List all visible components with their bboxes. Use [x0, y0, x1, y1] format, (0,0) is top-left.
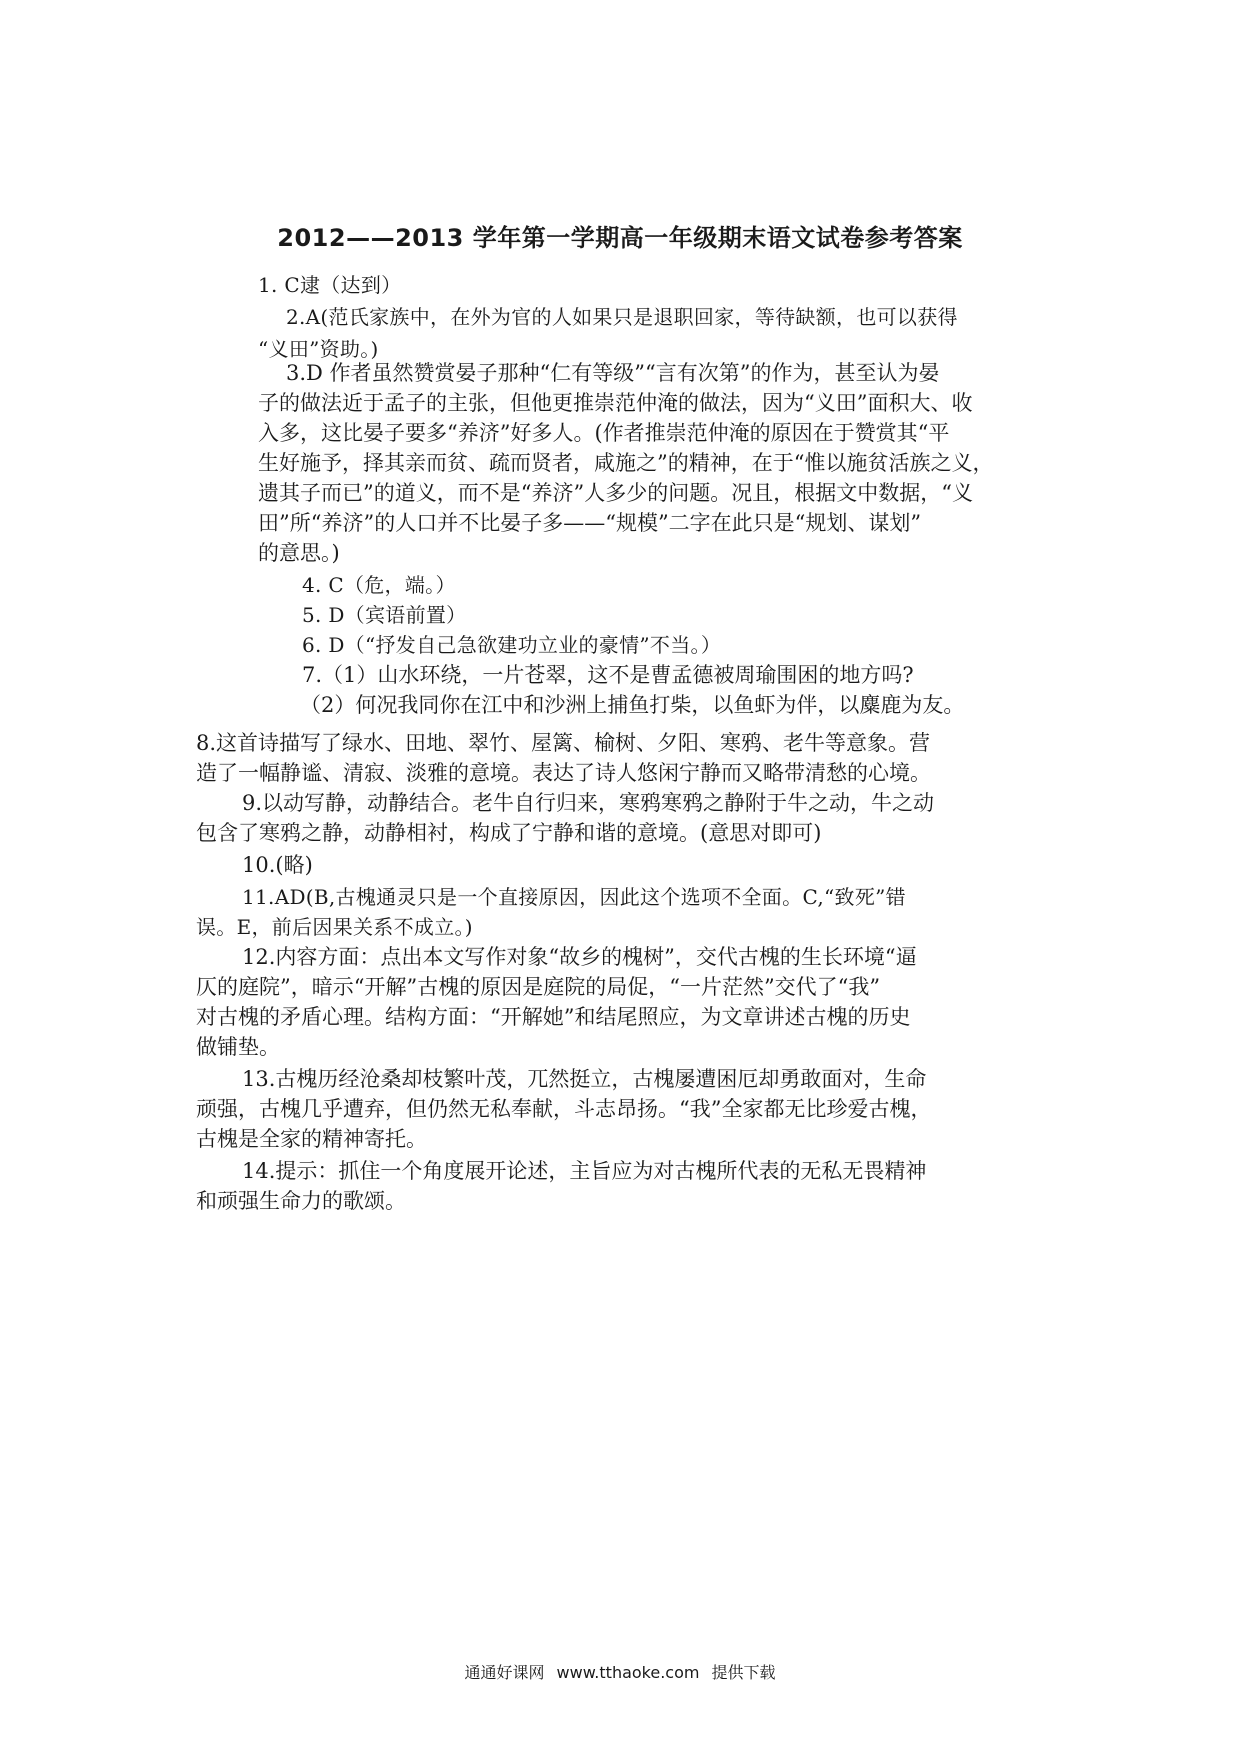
answer-line-14: 7.（1）山水环绕，一片苍翠，这不是曹孟德被周瑜围困的地方吗? — [302, 663, 914, 687]
answer-line-4: 3.D 作者虽然赞赏晏子那种“仁有等级”“言有次第”的作为，甚至认为晏 — [286, 361, 940, 385]
answer-line-5: 子的做法近于孟子的主张，但他更推崇范仲淹的做法，因为“义田”面积大、收 — [258, 391, 973, 415]
answer-line-19: 包含了寒鸦之静，动静相衬，构成了宁静和谐的意境。(意思对即可) — [196, 821, 822, 845]
answer-line-9: 田”所“养济”的人口并不比晏子多——“规模”二字在此只是“规划、谋划” — [258, 511, 922, 535]
answer-line-22: 误。E，前后因果关系不成立。) — [196, 915, 473, 939]
answer-line-6: 入多，这比晏子要多“养济”好多人。(作者推崇范仲淹的原因在于赞赏其“平 — [258, 421, 950, 445]
answer-line-30: 14.提示：抓住一个角度展开论述，主旨应为对古槐所代表的无私无畏精神 — [242, 1159, 927, 1183]
answer-line-17: 造了一幅静谧、清寂、淡雅的意境。表达了诗人悠闲宁静而又略带清愁的心境。 — [196, 761, 931, 785]
answer-line-25: 对古槐的矛盾心理。结构方面：“开解她”和结尾照应，为文章讲述古槐的历史 — [196, 1005, 911, 1029]
answer-line-26: 做铺垫。 — [196, 1035, 280, 1059]
answer-line-15: （2）何况我同你在江中和沙洲上捕鱼打柴，以鱼虾为伴，以麋鹿为友。 — [300, 693, 965, 717]
answer-line-12: 5. D（宾语前置） — [302, 603, 467, 627]
answer-line-7: 生好施予，择其亲而贫、疏而贤者，咸施之”的精神，在于“惟以施贫活族之义， — [258, 451, 994, 475]
answer-line-31: 和顽强生命力的歌颂。 — [196, 1189, 406, 1213]
answer-line-29: 古槐是全家的精神寄托。 — [196, 1127, 427, 1151]
answer-line-27: 13.古槐历经沧桑却枝繁叶茂，兀然挺立，古槐屡遭困厄却勇敢面对，生命 — [242, 1067, 927, 1091]
answer-line-23: 12.内容方面：点出本文写作对象“故乡的槐树”，交代古槐的生长环境“逼 — [242, 945, 917, 969]
answer-line-21: 11.AD(B,古槐通灵只是一个直接原因，因此这个选项不全面。C,“致死”错 — [242, 885, 906, 909]
answer-line-8: 遗其子而已”的道义，而不是“养济”人多少的问题。况且，根据文中数据，“义 — [258, 481, 973, 505]
answer-line-28: 顽强，古槐几乎遭弃，但仍然无私奉献，斗志昂扬。“我”全家都无比珍爱古槐， — [196, 1097, 932, 1121]
answer-line-16: 8.这首诗描写了绿水、田地、翠竹、屋篱、榆树、夕阳、寒鸦、老牛等意象。营 — [196, 731, 931, 755]
answer-line-18: 9.以动写静，动静结合。老牛自行归来，寒鸦寒鸦之静附于牛之动，牛之动 — [242, 791, 935, 815]
answer-line-3: “义田”资助。) — [258, 337, 379, 361]
page-footer — [0, 1660, 1240, 1683]
answer-line-20: 10.(略) — [242, 853, 313, 877]
answer-line-10: 的意思。) — [258, 541, 340, 565]
page-title: 2012——2013 学年第一学期高一年级期末语文试卷参考答案 — [277, 224, 963, 252]
answer-line-11: 4. C（危，端。） — [302, 573, 456, 597]
footer-url[interactable]: www.tthaoke.com — [556, 1663, 700, 1682]
answer-line-2: 2.A(范氏家族中，在外为官的人如果只是退职回家，等待缺额，也可以获得 — [286, 305, 958, 329]
answer-line-24: 仄的庭院”，暗示“开解”古槐的原因是庭院的局促，“一片茫然”交代了“我” — [196, 975, 881, 999]
footer-site-name: 通通好课网 — [464, 1663, 545, 1682]
answer-line-13: 6. D（“抒发自己急欲建功立业的豪情”不当。） — [302, 633, 722, 657]
footer-suffix: 提供下载 — [711, 1663, 776, 1682]
answer-line-1: 1. C逮（达到） — [258, 273, 402, 297]
